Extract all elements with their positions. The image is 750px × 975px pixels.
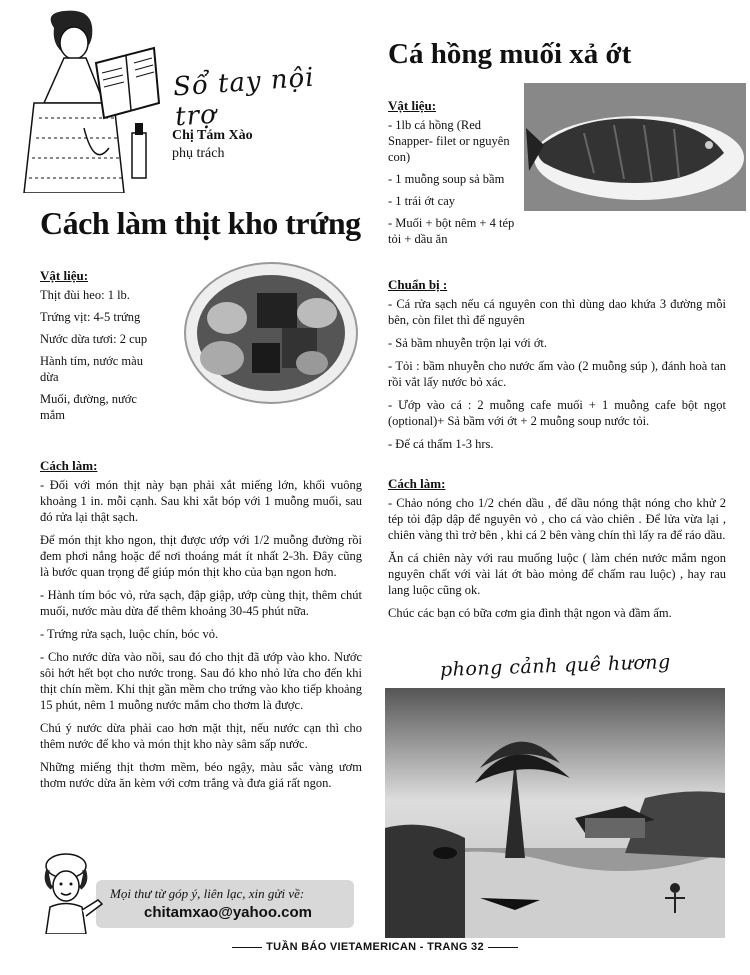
left-method-heading: Cách làm: — [40, 458, 98, 473]
column-name: Sổ tay nội trợ — [172, 62, 316, 133]
right-ingredients-heading: Vật liệu: — [388, 98, 437, 113]
method-paragraph: - Chảo nóng cho 1/2 chén dầu , để dầu nóng thật nóng cho khử 2 tép tỏi đập dập để nguyên vỏ , cho cá vào chiên . Để lửa vừa lại , chiên vàng thì trở bên , khi cá 2 bên vàng chín thì lấy ra để ráo dầu. — [388, 496, 726, 542]
ingredient-item: Muối, đường, nước mắm — [40, 392, 137, 422]
prep-paragraph: - Sả bầm nhuyễn trộn lại với ớt. — [388, 336, 548, 350]
method-paragraph: - Đối với món thịt này bạn phải xắt miếng lớn, khối vuông khoảng 1 in. mỗi cạnh. Sau khi xắt bóp với 1 muỗng muối, sau đó rửa lại thật sạch. — [40, 478, 362, 524]
masthead — [14, 8, 360, 193]
method-paragraph: Chúc các bạn có bữa cơm gia đình thật ngon và đầm ấm. — [388, 606, 672, 620]
prep-paragraph: - Tỏi : bầm nhuyễn cho nước ấm vào (2 muỗng súp ), đánh hoà tan rồi vắt lấy nước bỏ xác. — [388, 359, 726, 389]
ingredient-item: - 1 muỗng soup sả bầm — [388, 172, 505, 186]
page-footer — [0, 941, 750, 953]
ingredient-item: Hành tím, nước màu dừa — [40, 354, 143, 384]
left-ingredients-heading: Vật liệu: — [40, 268, 89, 283]
countryside-landscape-painting — [385, 688, 725, 938]
prep-paragraph: - Để cá thấm 1-3 hrs. — [388, 437, 494, 451]
footer-text: TUẦN BÁO VIETAMERICAN - TRANG 32 — [266, 941, 484, 953]
ingredient-item: Trứng vịt: 4-5 trứng — [40, 310, 141, 324]
author-name: Chị Tám Xào — [172, 128, 253, 143]
author-role: phụ trách — [172, 146, 225, 161]
landscape-caption: phong cảnh quê hương — [439, 650, 672, 682]
prep-paragraph: - Cá rửa sạch nếu cá nguyên con thì dùng dao khứa 3 đường mỗi bên, còn filet thì để nguyên — [388, 297, 726, 327]
method-paragraph: - Hành tím bóc vỏ, rửa sạch, đập giập, ướp cùng thịt, thêm chút muối, nước màu dừa để thêm khoảng 30-45 phút nữa. — [40, 588, 362, 618]
ingredient-item: Thịt đùi heo: 1 lb. — [40, 288, 130, 302]
right-prep-section — [388, 277, 726, 459]
left-ingredients-section — [40, 268, 158, 429]
ingredient-item: Nước dừa tươi: 2 cup — [40, 332, 148, 346]
right-prep-heading: Chuẩn bị : — [388, 277, 448, 292]
contact-prompt: Mọi thư từ góp ý, liên lạc, xin gửi về: — [110, 886, 305, 901]
chef-woman-illustration — [36, 852, 106, 934]
prep-paragraph: - Ướp vào cá : 2 muỗng cafe muối + 1 muỗng cafe bột ngọt (optional)+ Sả bầm với ớt + 2 muỗng soup nước tỏi. — [388, 398, 726, 428]
contact-box — [36, 852, 352, 934]
method-paragraph: - Trứng rửa sạch, luộc chín, bóc vỏ. — [40, 627, 219, 641]
method-paragraph: Chú ý nước dừa phải cao hơn mặt thịt, nếu nước cạn thì cho thêm nước để kho và món thịt kho này sâm sấp nước. — [40, 721, 362, 751]
left-method-section — [40, 458, 362, 798]
right-ingredients-section — [388, 98, 516, 253]
ingredient-item: - 1 trái ớt cay — [388, 194, 455, 208]
right-method-heading: Cách làm: — [388, 476, 446, 491]
method-paragraph: - Cho nước dừa vào nồi, sau đó cho thịt đã ướp vào kho. Nước sôi hớt hết bọt cho nước trong. Sau đó kho nhỏ lửa cho đến khi thịt chín mềm. Khi thịt gần mềm cho trứng vào kho tiếp khoảng 15 phút, nêm 1 muỗng nước mắm cho thơm là được. — [40, 650, 362, 712]
contact-email-link[interactable]: chitamxao@yahoo.com — [144, 904, 313, 921]
right-method-section — [388, 476, 726, 628]
fried-fish-photo — [524, 83, 746, 211]
method-paragraph: Những miếng thịt thơm mềm, béo ngậy, màu sắc vàng ươm thơm nước dừa ăn kèm với cơm trắng và đưa giá rất ngon. — [40, 760, 362, 790]
right-recipe-title: Cá hồng muối xả ớt — [388, 38, 632, 70]
ingredient-item: - 1lb cá hồng (Red Snapper- filet or nguyên con) — [388, 118, 510, 164]
method-paragraph: Ăn cá chiên này với rau muống luộc ( làm chén nước mắm ngon nguyên chất với vài lát ớt bào mỏng để chấm rau luộc) , hay rau lang luộc cũng ok. — [388, 551, 726, 597]
ingredient-item: - Muối + bột nêm + 4 tép tỏi + dầu ăn — [388, 216, 515, 246]
method-paragraph: Để món thịt kho ngon, thịt được ướp với 1/2 muỗng đường rồi đem phơi nắng hoặc để nơi thoáng mát ít nhất 2-3h. Đây cũng là bước quan trọng để giúp món thịt kho của bạn ngon hơn. — [40, 533, 362, 579]
left-recipe-title: Cách làm thịt kho trứng — [40, 205, 361, 241]
braised-pork-eggs-photo — [182, 258, 360, 404]
housewife-reading-illustration — [14, 8, 164, 193]
